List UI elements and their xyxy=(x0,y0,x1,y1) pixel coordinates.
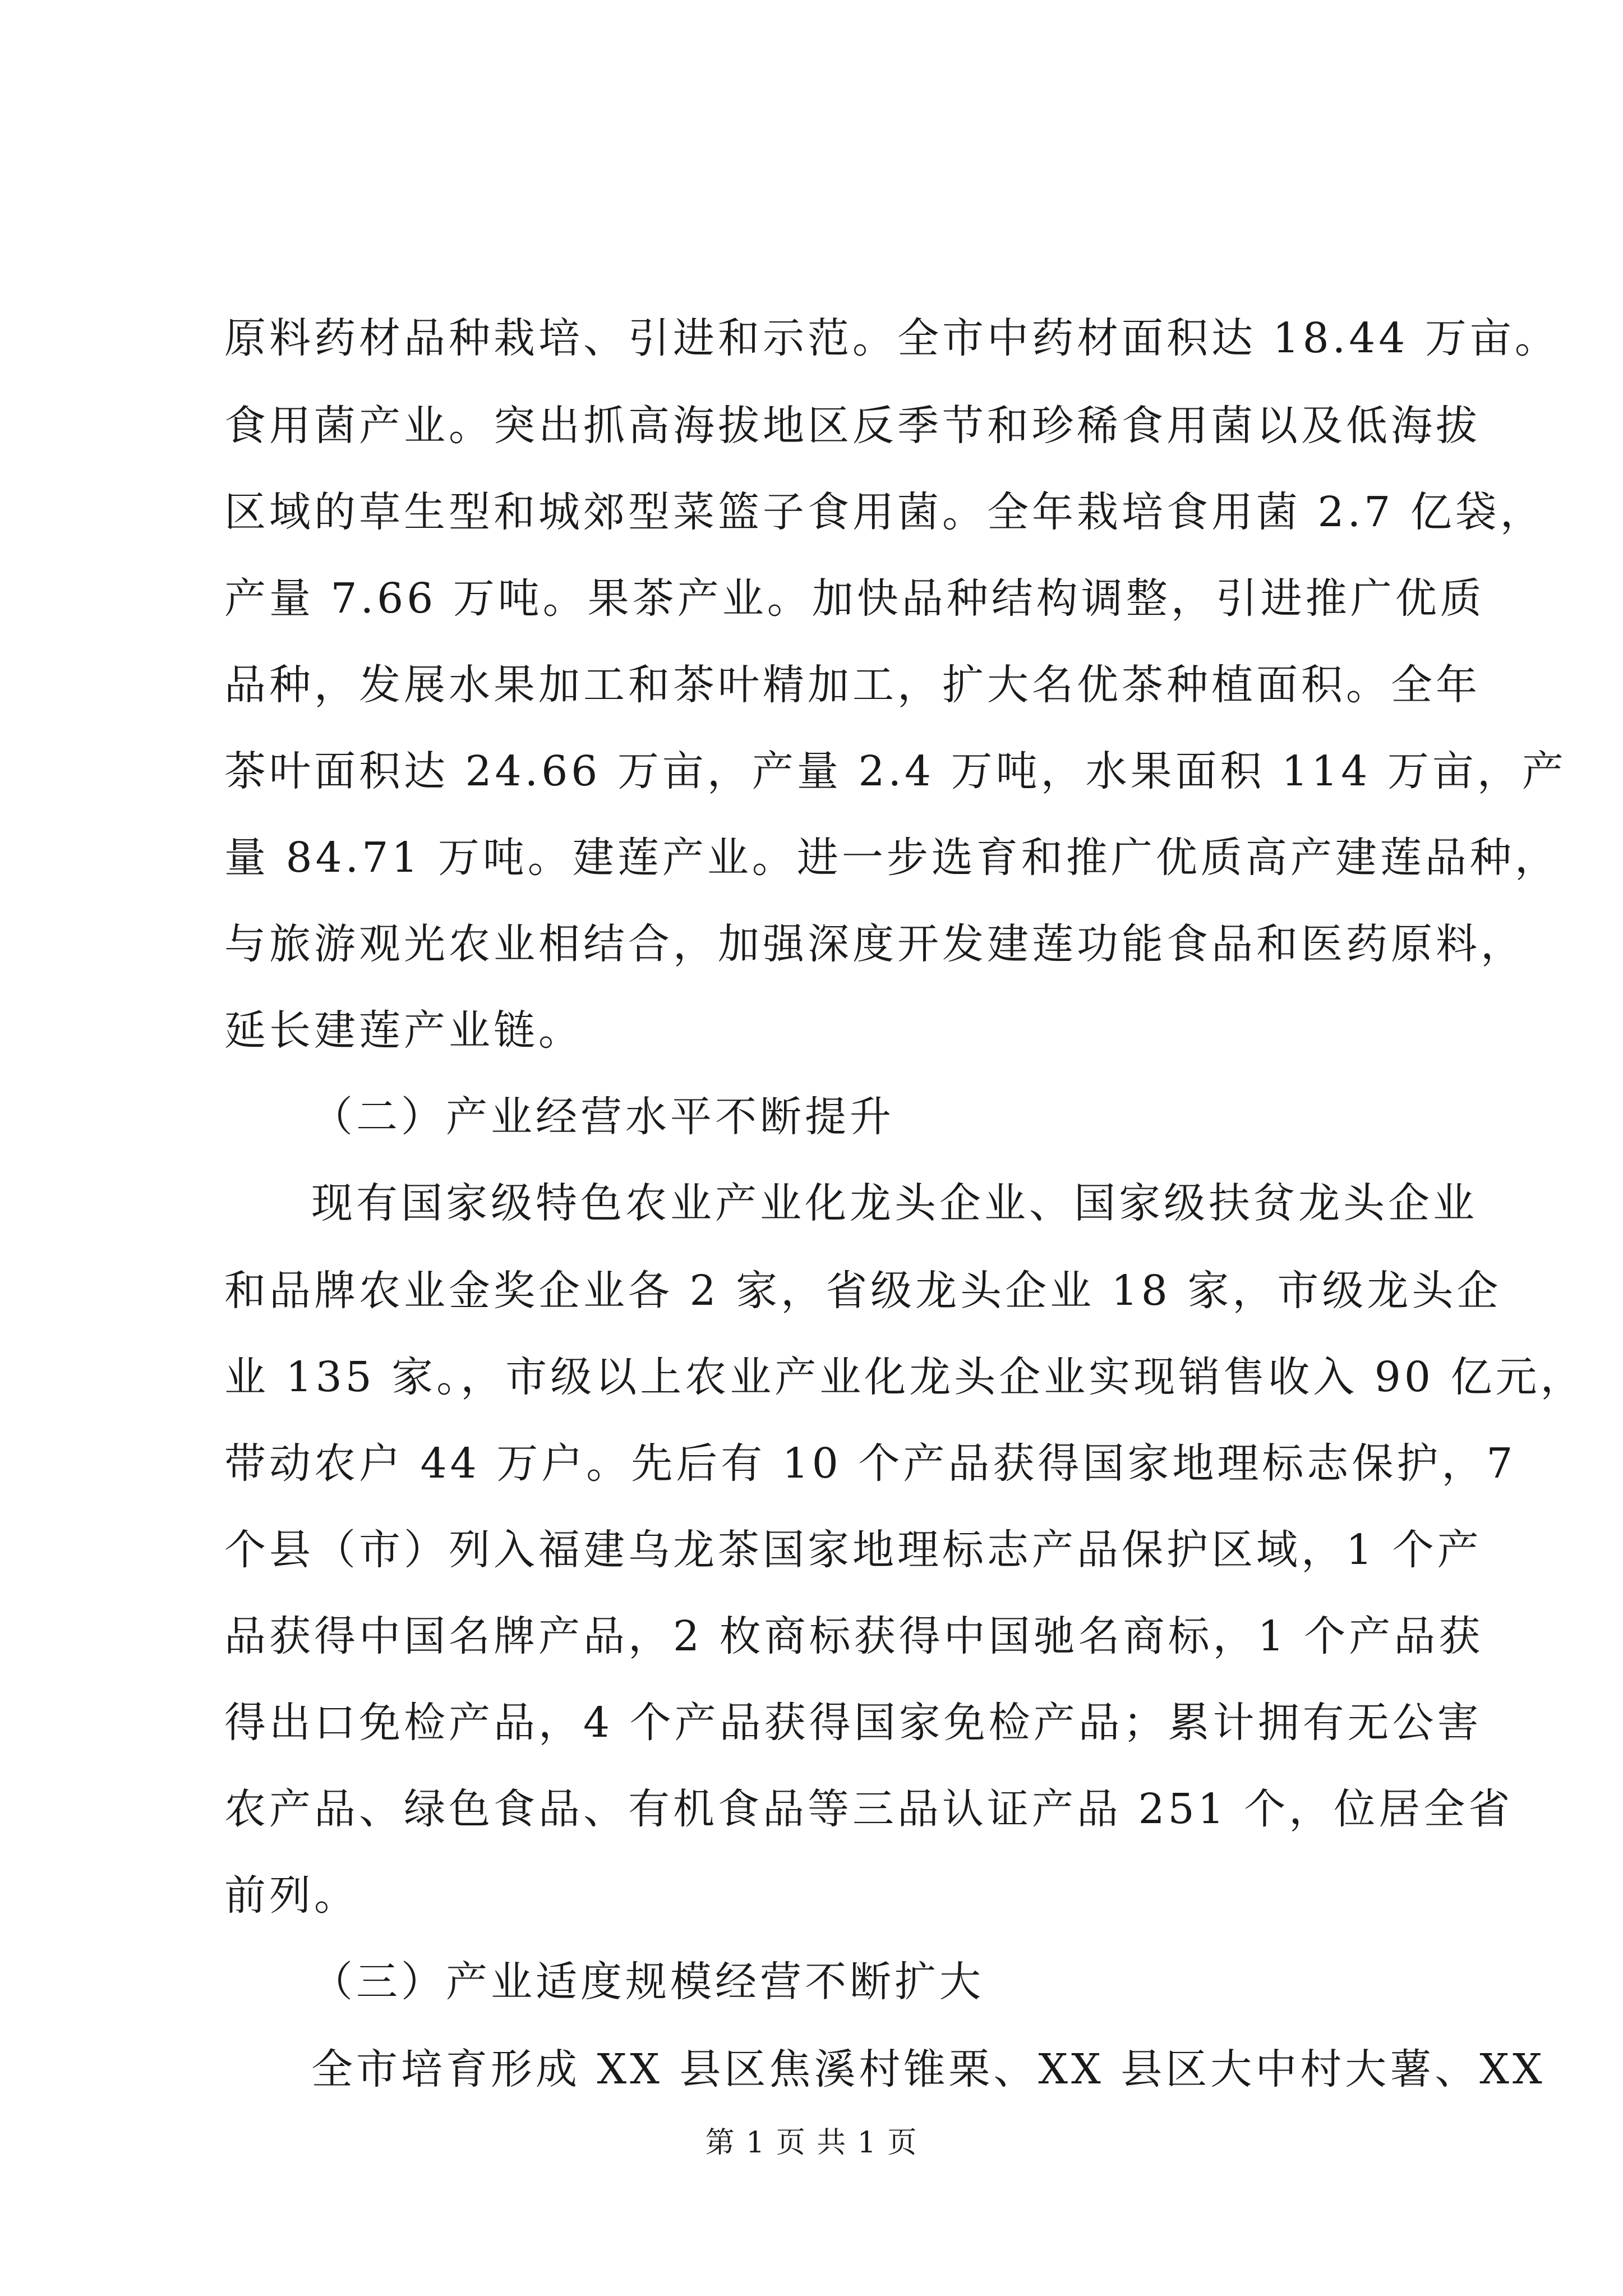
page-footer: 第 1 页 共 1 页 xyxy=(705,2126,918,2160)
body-text-line: 农产品、绿色食品、有机食品等三品认证产品 251 个，位居全省 xyxy=(224,1785,1514,1833)
body-text-line: 与旅游观光农业相结合，加强深度开发建莲功能食品和医药原料， xyxy=(224,920,1525,968)
section-heading: （二）产业经营水平不断提升 xyxy=(311,1093,895,1141)
section-heading: （三）产业适度规模经营不断扩大 xyxy=(311,1958,984,2006)
body-text-line: 和品牌农业金奖企业各 2 家，省级龙头企业 18 家，市级龙头企 xyxy=(224,1267,1502,1315)
body-text-line: 原料药材品种栽培、引进和示范。全市中药材面积达 18.44 万亩。 xyxy=(224,314,1560,362)
body-text-line: 延长建莲产业链。 xyxy=(224,1006,583,1055)
body-text-line: 前列。 xyxy=(224,1871,359,1920)
body-text-line: 个县（市）列入福建乌龙茶国家地理标志产品保护区域，1 个产 xyxy=(224,1526,1482,1574)
body-text-line: 量 84.71 万吨。建莲产业。进一步选育和推广优质高产建莲品种， xyxy=(224,834,1560,882)
paragraph-first-line: 现有国家级特色农业产业化龙头企业、国家级扶贫龙头企业 xyxy=(311,1179,1478,1227)
body-text-line: 得出口免检产品，4 个产品获得国家免检产品；累计拥有无公害 xyxy=(224,1699,1482,1747)
body-text-line: 区域的草生型和城郊型菜篮子食用菌。全年栽培食用菌 2.7 亿袋， xyxy=(224,488,1545,536)
body-text-line: 产量 7.66 万吨。果茶产业。加快品种结构调整，引进推广优质 xyxy=(224,574,1485,623)
body-text-line: 食用菌产业。突出抓高海拔地区反季节和珍稀食用菌以及低海拔 xyxy=(224,402,1481,450)
body-text-line: 业 135 家。，市级以上农业产业化龙头企业实现销售收入 90 亿元， xyxy=(224,1353,1585,1401)
body-text-line: 品获得中国名牌产品，2 枚商标获得中国驰名商标，1 个产品获 xyxy=(224,1612,1484,1660)
paragraph-first-line: 全市培育形成 XX 县区焦溪村锥栗、XX 县区大中村大薯、XX xyxy=(311,2045,1546,2093)
body-text-line: 带动农户 44 万户。先后有 10 个产品获得国家地理标志保护，7 xyxy=(224,1439,1516,1488)
body-text-line: 茶叶面积达 24.66 万亩，产量 2.4 万吨，水果面积 114 万亩，产 xyxy=(224,747,1567,795)
body-text-line: 品种，发展水果加工和茶叶精加工，扩大名优茶种植面积。全年 xyxy=(224,661,1481,709)
